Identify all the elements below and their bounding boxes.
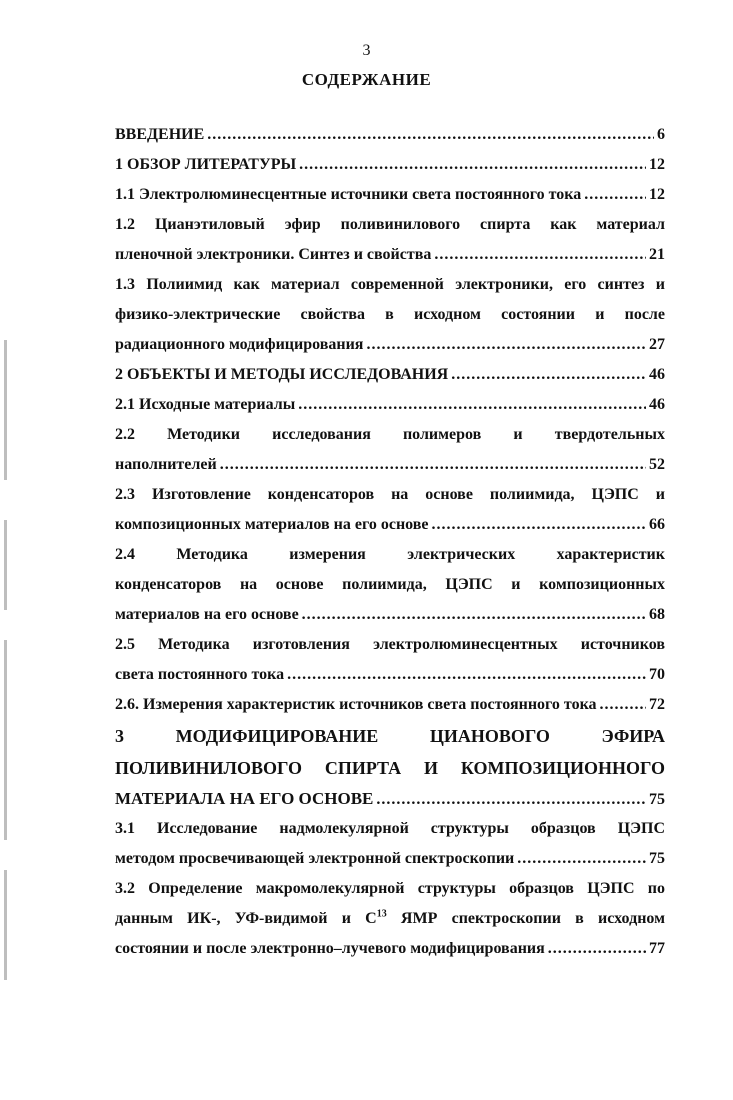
toc-entry-text xyxy=(115,904,665,934)
toc-page-number: 75 xyxy=(649,791,665,808)
toc-page-number: 68 xyxy=(649,606,665,623)
toc-entry-text: состоянии и после электронно–лучевого модифицирования xyxy=(115,940,545,957)
toc-entry-chapter-1[interactable] xyxy=(115,150,665,180)
toc-page-number: 46 xyxy=(649,366,665,383)
leader-dots xyxy=(517,844,646,874)
toc-entry-1-2[interactable] xyxy=(115,210,665,270)
toc-entry-text: 2 ОБЪЕКТЫ И МЕТОДЫ ИССЛЕДОВАНИЯ xyxy=(115,366,449,383)
leader-dots xyxy=(434,240,646,270)
toc-entry-1-1[interactable] xyxy=(115,180,665,210)
toc-page-number: 72 xyxy=(649,696,665,713)
leader-dots xyxy=(432,510,647,540)
toc-entry-text: конденсаторов на основе полиимида, ЦЭПС и композиционных xyxy=(115,576,665,593)
leader-dots xyxy=(299,150,646,180)
page-number: 3 xyxy=(362,42,371,59)
toc-entry-text: ПОЛИВИНИЛОВОГО СПИРТА И КОМПОЗИЦИОННОГО xyxy=(115,758,665,778)
leader-dots xyxy=(600,690,646,720)
toc-entry-text: наполнителей xyxy=(115,456,217,473)
toc-page-number: 27 xyxy=(649,336,665,353)
leader-dots xyxy=(298,390,646,420)
toc-entry-text: 2.2 Методики исследования полимеров и твердотельных xyxy=(115,426,665,443)
toc-entry-introduction[interactable] xyxy=(115,120,665,150)
table-of-contents xyxy=(115,120,665,964)
leader-dots xyxy=(287,660,646,690)
superscript-13: 13 xyxy=(376,908,387,920)
toc-page-number: 70 xyxy=(649,666,665,683)
toc-page-number: 12 xyxy=(649,156,665,173)
toc-entry-text: физико-электрические свойства в исходном состоянии и после xyxy=(115,306,665,323)
leader-dots xyxy=(376,785,646,815)
leader-dots xyxy=(302,600,646,630)
toc-entry-text: 3.2 Определение макромолекулярной структуры образцов ЦЭПС по xyxy=(115,880,665,897)
toc-entry-3-1[interactable] xyxy=(115,814,665,874)
scan-edge-mark xyxy=(4,340,7,480)
toc-entry-text: 2.6. Измерения характеристик источников света постоянного тока xyxy=(115,696,597,713)
scan-edge-mark xyxy=(4,870,7,980)
leader-dots xyxy=(207,120,654,150)
leader-dots xyxy=(584,180,646,210)
leader-dots xyxy=(451,360,646,390)
scan-edge-mark xyxy=(4,640,7,840)
toc-entry-2-5[interactable] xyxy=(115,630,665,690)
toc-entry-2-2[interactable] xyxy=(115,420,665,480)
toc-entry-text: данным ИК-, УФ-видимой и С xyxy=(115,910,377,927)
toc-entry-text: методом просвечивающей электронной спектроскопии xyxy=(115,850,515,867)
toc-page-number: 77 xyxy=(649,940,665,957)
toc-entry-2-4[interactable] xyxy=(115,540,665,630)
toc-entry-text: света постоянного тока xyxy=(115,666,285,683)
toc-entry-text: ЯМР спектроскопии в исходном xyxy=(386,910,665,927)
toc-entry-text: 1 ОБЗОР ЛИТЕРАТУРЫ xyxy=(115,156,297,173)
toc-entry-text: 3.1 Исследование надмолекулярной структуры образцов ЦЭПС xyxy=(115,820,665,837)
scan-edge-mark xyxy=(4,520,7,610)
toc-entry-text: 3 МОДИФИЦИРОВАНИЕ ЦИАНОВОГО ЭФИРА xyxy=(115,726,665,746)
toc-entry-2-1[interactable] xyxy=(115,390,665,420)
leader-dots xyxy=(548,934,646,964)
toc-entry-text: 1.1 Электролюминесцентные источники света постоянного тока xyxy=(115,186,582,203)
toc-entry-text: 2.5 Методика изготовления электролюминесцентных источников xyxy=(115,636,665,653)
toc-page-number: 12 xyxy=(649,186,665,203)
page-title: СОДЕРЖАНИЕ xyxy=(301,70,432,89)
toc-entry-chapter-2[interactable] xyxy=(115,360,665,390)
toc-entry-text: 1.2 Цианэтиловый эфир поливинилового спирта как материал xyxy=(115,216,665,233)
toc-entry-text: МАТЕРИАЛА НА ЕГО ОСНОВЕ xyxy=(115,789,374,808)
toc-entry-text: радиационного модифицирования xyxy=(115,336,364,353)
toc-entry-text: 2.1 Исходные материалы xyxy=(115,396,296,413)
toc-page-number: 75 xyxy=(649,850,665,867)
leader-dots xyxy=(220,450,646,480)
toc-entry-text: пленочной электроники. Синтез и свойства xyxy=(115,246,432,263)
toc-page-number: 21 xyxy=(649,246,665,263)
toc-entry-text: 1.3 Полиимид как материал современной электроники, его синтез и xyxy=(115,276,665,293)
toc-page-number: 46 xyxy=(649,396,665,413)
toc-entry-1-3[interactable] xyxy=(115,270,665,360)
toc-entry-3-2[interactable] xyxy=(115,874,665,964)
toc-entry-text: ВВЕДЕНИЕ xyxy=(115,126,205,143)
toc-entry-2-6[interactable] xyxy=(115,690,665,720)
toc-page-number: 66 xyxy=(649,516,665,533)
leader-dots xyxy=(366,330,646,360)
toc-entry-text: материалов на его основе xyxy=(115,606,299,623)
toc-page-number: 52 xyxy=(649,456,665,473)
toc-entry-chapter-3[interactable] xyxy=(115,720,665,814)
toc-entry-text: композиционных материалов на его основе xyxy=(115,516,429,533)
toc-page-number: 6 xyxy=(657,126,665,143)
toc-entry-2-3[interactable] xyxy=(115,480,665,540)
toc-entry-text: 2.3 Изготовление конденсаторов на основе полиимида, ЦЭПС и xyxy=(115,486,665,503)
toc-entry-text: 2.4 Методика измерения электрических характеристик xyxy=(115,546,665,563)
